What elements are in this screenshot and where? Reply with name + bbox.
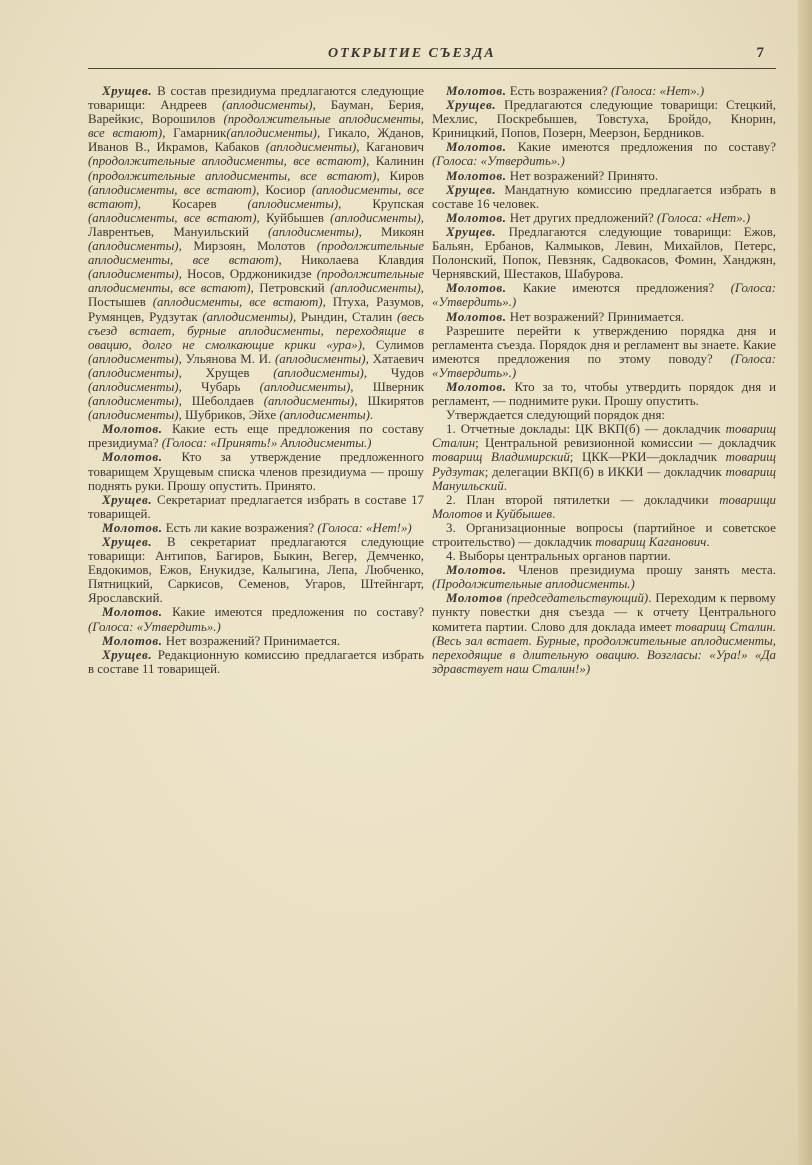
- text-run: , Николаева Клавдия: [278, 253, 424, 268]
- italic-remark: (Голоса: «Утвердить».): [432, 351, 776, 380]
- text-run: В секретариат предлагаются следующие товарищи: Антипов, Багиров, Быкин, Вегер, Демченко, Евдокимов, Ежов, Енукидзе, Калыгина, Лепа, Любченко, Пятницкий, Саркисов, Семенов, Угаров, Штейнгарт, Ярославский.: [88, 535, 424, 606]
- speaker-name: Хрущев.: [446, 182, 497, 197]
- italic-remark: товарищ Владимирский: [432, 450, 570, 465]
- text-run: и: [482, 506, 496, 521]
- italic-remark: (Голоса: «Утвердить».): [88, 619, 221, 634]
- paragraph: [88, 493, 424, 521]
- paragraph: [432, 549, 776, 563]
- page-number: 7: [756, 45, 764, 61]
- speaker-name: Хрущев.: [102, 84, 153, 98]
- speaker-name: Молотов.: [446, 84, 507, 98]
- italic-remark: (аплодисменты): [247, 196, 339, 211]
- text-run: Разрешите перейти к утверждению порядка дня и регламента съезда. Порядок дня и регламент вы знаете. Какие имеются предложения по этому поводу?: [432, 323, 776, 366]
- paragraph: [432, 169, 776, 183]
- paragraph: [432, 140, 776, 168]
- text-run: .: [503, 478, 507, 493]
- italic-remark: товарищи Молотов: [432, 492, 776, 521]
- text-run: , Крупская: [338, 196, 424, 211]
- italic-remark: (аплодисменты): [265, 140, 357, 155]
- speaker-name: Хрущев.: [446, 98, 497, 113]
- italic-remark: (аплодисменты): [259, 379, 351, 394]
- text-run: , Хатаевич: [365, 351, 424, 366]
- italic-remark: (весь съезд встает, бурные аплодисменты, переходящие в овацию, долго не смолкающие крики «ура»): [88, 309, 424, 352]
- paragraph: [432, 422, 776, 492]
- italic-remark: (аплодисменты): [202, 309, 293, 324]
- text-run: Редакционную комиссию предлагается избрать в составе 11 товарищей.: [88, 647, 424, 676]
- italic-remark: (аплодисменты): [268, 224, 359, 239]
- text-run: , Косарев: [137, 196, 248, 211]
- italic-remark: (Голоса: «Принять!» Аплодисменты.): [161, 436, 372, 451]
- text-run: , Киров: [376, 168, 425, 183]
- text-run: , Каганович: [356, 140, 424, 155]
- paragraph: [432, 493, 776, 521]
- text-run: , Косиор: [256, 182, 312, 197]
- text-run: Какие имеются предложения по составу?: [162, 605, 424, 620]
- speaker-name: Молотов.: [446, 140, 507, 155]
- speaker-name: Молотов.: [446, 281, 507, 296]
- text-run: Нет возражений? Принято.: [506, 168, 659, 183]
- italic-remark: товарищ Каганович: [595, 535, 707, 549]
- speaker-name: Молотов.: [102, 633, 163, 648]
- text-run: , Микоян: [358, 224, 424, 239]
- paragraph: [432, 563, 776, 591]
- text-run: Предлагаются следующие товарищи: Стецкий, Мехлис, Поскребышев, Товстуха, Бройдо, Кнорин, Криницкий, Попов, Позерн, Меерзон, Бердников.: [432, 98, 776, 141]
- italic-remark: (аплодисменты, все встают): [88, 182, 424, 211]
- text-run: , Петровский: [250, 281, 331, 296]
- italic-remark: (Голоса: «Нет!»): [317, 520, 412, 535]
- text-run: ; ЦКК—РКИ—докладчик: [569, 450, 726, 465]
- italic-remark: товарищ Сталин: [432, 422, 776, 451]
- paragraph: [432, 183, 776, 211]
- paragraph: [88, 422, 424, 450]
- italic-remark: товарищ Сталин. (Весь зал встает. Бурные, продолжительные аплодисменты, переходящие в длительную овацию. Возгласы: «Ура!» «Да здравствует наш Сталин!»): [432, 619, 776, 676]
- speaker-name: Молотов.: [446, 210, 507, 225]
- italic-remark: (аплодисменты): [88, 239, 179, 254]
- text-run: Утверждается следующий порядок дня:: [446, 408, 665, 423]
- page-edge: [798, 0, 812, 1165]
- text-run: Предлагаются следующие товарищи: Ежов, Бальян, Ербанов, Калмыков, Левин, Михайлов, Петерс, Полонский, Попок, Певзняк, Садвокасов, Фомин, Ханджян, Чернявский, Шестаков, Шабурова.: [432, 224, 776, 282]
- text-run: Нет возражений? Принимается.: [162, 633, 341, 648]
- italic-remark: (продолжительные аплодисменты, все встают): [88, 112, 424, 141]
- text-run: , Рындин, Сталин: [292, 309, 397, 324]
- italic-remark: (аплодисменты): [263, 394, 355, 409]
- italic-remark: (Голоса: «Утвердить».): [432, 154, 565, 169]
- italic-remark: (Голоса: «Утвердить».): [432, 281, 776, 310]
- text-run: , Постышев: [88, 281, 424, 310]
- speaker-name: Молотов.: [446, 379, 507, 394]
- text-run: Есть возражения?: [506, 84, 611, 98]
- running-header: [88, 44, 776, 69]
- italic-remark: (аплодисменты): [88, 408, 179, 423]
- italic-remark: (аплодисменты): [330, 281, 421, 296]
- italic-remark: (аплодисменты): [273, 365, 364, 380]
- italic-remark: (аплодисменты): [330, 210, 421, 225]
- speaker-name: Молотов.: [446, 168, 507, 183]
- text-run: ; Центральной ревизионной комиссии — докладчик: [475, 436, 776, 451]
- paragraph: [432, 281, 776, 309]
- paragraph: [432, 225, 776, 281]
- italic-remark: (продолжительные аплодисменты, все встают): [88, 154, 367, 169]
- italic-remark: (аплодисменты): [226, 126, 317, 141]
- text-run: , Лаврентьев, Мануильский: [88, 210, 424, 239]
- text-run: , Чудов: [363, 365, 425, 380]
- italic-remark: (аплодисменты): [221, 98, 313, 113]
- text-run: В состав президиума предлагаются следующие товарищи: Андреев: [88, 84, 424, 113]
- text-run: 4. Выборы центральных органов партии.: [446, 549, 671, 564]
- paragraph: [88, 84, 424, 422]
- text-run: , Бауман, Берия, Варейкис, Ворошилов: [88, 98, 424, 127]
- speaker-name: Хрущев.: [102, 647, 153, 662]
- text-run: Кто за то, чтобы утвердить порядок дня и регламент, — поднимите руки. Прошу опустить.: [432, 379, 776, 409]
- text-run: , Шкирятов: [354, 394, 425, 409]
- speaker-name: Молотов.: [102, 520, 163, 535]
- text-run: Какие имеются предложения?: [506, 281, 731, 296]
- text-run: , Гамарник: [162, 126, 227, 141]
- speaker-name: Молотов.: [446, 309, 507, 324]
- speaker-name: Молотов: [446, 591, 503, 606]
- text-run: , Калинин: [366, 154, 424, 169]
- italic-remark: (аплодисменты, все встают): [152, 295, 323, 310]
- italic-remark: (аплодисменты, все встают): [88, 182, 257, 197]
- text-run: , Шверник: [350, 379, 424, 394]
- text-run: , Шубриков, Эйхе: [178, 408, 280, 423]
- paragraph: [88, 521, 424, 535]
- text-run: , Хрущев: [178, 365, 274, 380]
- text-run: Есть ли какие возражения?: [162, 520, 318, 535]
- text-run: , Ульянова М. И.: [178, 351, 275, 366]
- paragraph: [432, 310, 776, 324]
- speaker-name: Молотов.: [102, 605, 163, 620]
- speaker-name: Хрущев.: [446, 224, 497, 239]
- italic-remark: (аплодисменты): [88, 351, 179, 366]
- text-run: .: [552, 506, 556, 521]
- text-run: , Шеболдаев: [178, 394, 264, 409]
- text-run: Какие есть еще предложения по составу президиума?: [88, 422, 424, 451]
- paragraph: [432, 380, 776, 408]
- text-run: Мандатную комиссию предлагается избрать в составе 16 человек.: [432, 182, 776, 211]
- italic-remark: (аплодисменты): [274, 351, 366, 366]
- text-run: Секретариат предлагается избрать в составе 17 товарищей.: [88, 492, 424, 521]
- text-run: Нет возражений? Принимается.: [506, 309, 685, 324]
- text-run: 2. План второй пятилетки — докладчики: [446, 492, 720, 507]
- text-run: .: [706, 535, 710, 549]
- italic-remark: (продолжительные аплодисменты, все встают): [88, 239, 424, 268]
- italic-remark: (аплодисменты): [279, 408, 370, 423]
- text-run: , Носов, Орджоникидзе: [178, 267, 317, 282]
- italic-remark: (Продолжительные аплодисменты.): [432, 577, 635, 592]
- text-run: , Птуха, Разумов, Румянцев, Рудзутак: [88, 295, 424, 324]
- text-run: . Переходим к первому пункту повестки дня съезда — к отчету Центрального комитета партии. Слово для доклада имеет: [432, 591, 776, 634]
- italic-remark: (продолжительные аплодисменты, все встают): [88, 267, 424, 296]
- paragraph: [432, 84, 776, 98]
- paragraph: [432, 521, 776, 549]
- speaker-name: Молотов.: [102, 422, 163, 437]
- paragraph: [88, 450, 424, 492]
- italic-remark: товарищ Рудзутак: [432, 450, 776, 479]
- text-run: 3. Организационные вопросы (партийное и советское строительство) — докладчик: [432, 520, 776, 549]
- text-run: Нет других предложений?: [506, 210, 657, 225]
- running-title: ОТКРЫТИЕ СЪЕЗДА: [328, 46, 496, 61]
- text-run: , Гикало, Жданов, Иванов В., Икрамов, Кабаков: [88, 126, 425, 155]
- text-run: 1. Отчетные доклады: ЦК ВКП(б) — докладчик: [446, 422, 726, 437]
- italic-remark: (аплодисменты): [88, 394, 179, 409]
- speaker-name: Хрущев.: [102, 492, 153, 507]
- paragraph: [432, 324, 776, 380]
- right-column: [432, 84, 776, 676]
- speaker-name: Молотов.: [102, 450, 163, 465]
- text-run: Кто за утверждение предложенного товарищем Хрущевым списка членов президиума — прошу поднять руки. Прошу опустить. Принято.: [88, 450, 424, 493]
- italic-remark: (аплодисменты): [88, 267, 179, 282]
- italic-remark: (продолжительные аплодисменты, все встают): [88, 168, 377, 183]
- left-column: [88, 84, 424, 676]
- text-run: , Мирзоян, Молотов: [178, 239, 317, 254]
- italic-remark: (аплодисменты, все встают): [88, 210, 257, 225]
- paragraph: [88, 634, 424, 648]
- italic-remark: (аплодисменты): [88, 379, 179, 394]
- italic-remark: (аплодисменты): [88, 365, 179, 380]
- text-run: , Куйбышев: [256, 210, 331, 225]
- text-run: , Чубарь: [178, 379, 260, 394]
- text-run: Какие имеются предложения по составу?: [506, 140, 776, 155]
- paragraph: [88, 605, 424, 633]
- paragraph: [88, 648, 424, 676]
- text-run: ; делегации ВКП(б) в ИККИ — докладчик: [484, 464, 726, 479]
- paragraph: [432, 211, 776, 225]
- speaker-name: Хрущев.: [102, 535, 153, 549]
- paragraph: [432, 98, 776, 140]
- italic-remark: (председательствующий): [506, 591, 649, 606]
- paragraph: [432, 408, 776, 422]
- italic-remark: Куйбышев: [495, 506, 553, 521]
- italic-remark: (Голоса: «Нет».): [656, 210, 751, 225]
- italic-remark: товарищ Мануильский: [432, 464, 776, 493]
- italic-remark: (Голоса: «Нет».): [610, 84, 705, 98]
- text-run: Членов президиума прошу занять места.: [506, 563, 776, 578]
- speaker-name: Молотов.: [446, 563, 507, 578]
- text-run: , Сулимов: [362, 337, 424, 352]
- paragraph: [88, 535, 424, 605]
- text-run: .: [369, 408, 374, 423]
- paragraph: [432, 591, 776, 676]
